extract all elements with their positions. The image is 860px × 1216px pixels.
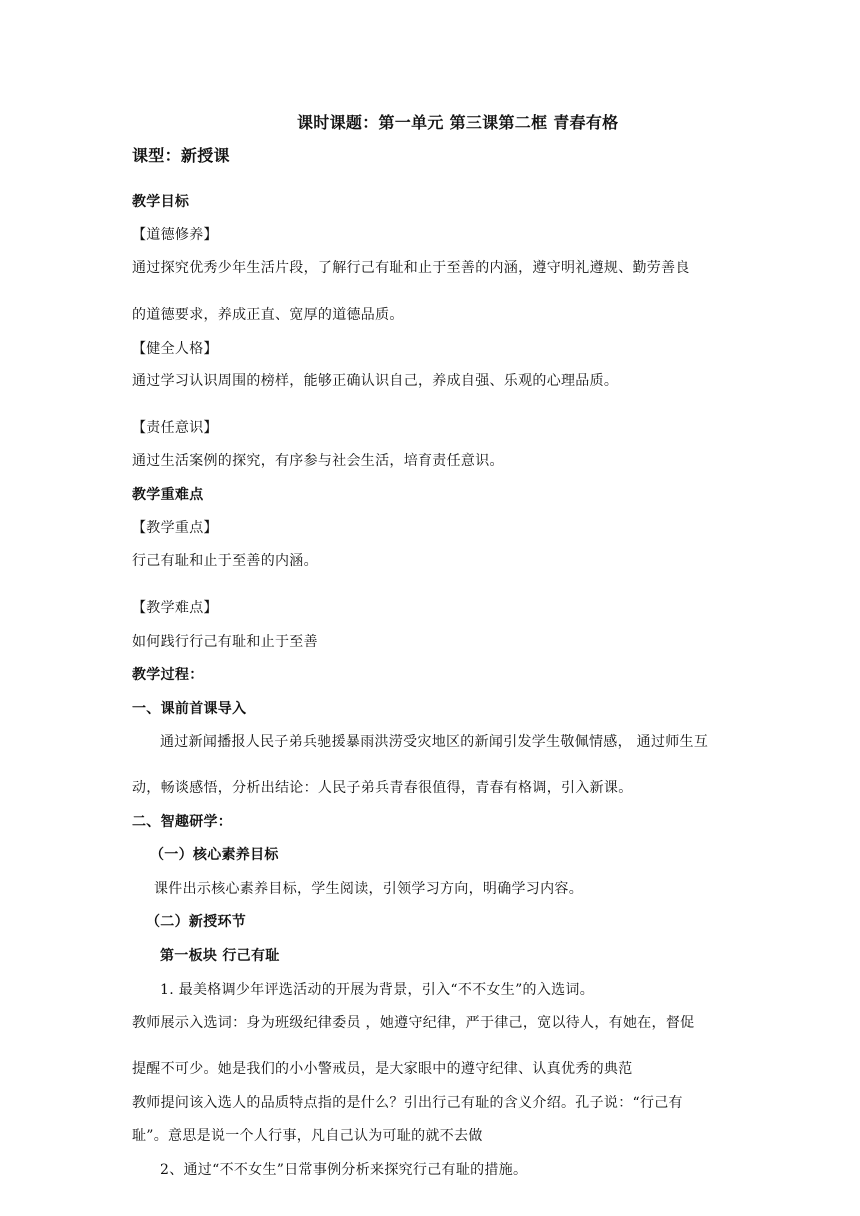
difficult-point-text: 如何践行行己有耻和止于至善 bbox=[132, 634, 318, 650]
item1-detail-line-4: 耻”。意思是说一个人行事，凡自己认为可耻的就不去做 bbox=[132, 1128, 483, 1144]
subsection2-heading: （二）新授环节 bbox=[146, 914, 247, 930]
process-heading: 教学过程： bbox=[132, 667, 204, 683]
personality-text: 通过学习认识周围的榜样，能够正确认识自己，养成自强、乐观的心理品质。 bbox=[132, 373, 619, 389]
lesson-title: 课时课题：第一单元 第三课第二框 青春有格 bbox=[297, 113, 619, 132]
key-difficult-heading: 教学重难点 bbox=[132, 487, 204, 503]
moral-label: 【道德修养】 bbox=[132, 227, 218, 243]
key-point-label: 【教学重点】 bbox=[132, 520, 218, 536]
item1-text: 1. 最美格调少年评选活动的开展为背景，引入“不不女生”的入选词。 bbox=[160, 982, 595, 998]
responsibility-text: 通过生活案例的探究，有序参与社会生活，培育责任意识。 bbox=[132, 453, 504, 469]
objectives-heading: 教学目标 bbox=[132, 194, 190, 210]
section2-heading: 二、智趣研学： bbox=[132, 814, 233, 830]
responsibility-label: 【责任意识】 bbox=[132, 420, 218, 436]
difficult-point-label: 【教学难点】 bbox=[132, 600, 218, 616]
subsection1-heading: （一）核心素养目标 bbox=[150, 847, 279, 863]
lesson-type: 课型：新授课 bbox=[132, 146, 230, 165]
personality-label: 【健全人格】 bbox=[132, 341, 218, 357]
section1-text-line-2: 动，畅谈感悟，分析出结论：人民子弟兵青春很值得，青春有格调，引入新课。 bbox=[132, 780, 633, 796]
moral-text-line-2: 的道德要求，养成正直、宽厚的道德品质。 bbox=[132, 307, 404, 323]
section1-text-line-1: 通过新闻播报人民子弟兵驰援暴雨洪涝受灾地区的新闻引发学生敬佩情感， 通过师生互 bbox=[160, 734, 709, 750]
item2-text: 2、通过“不不女生”日常事例分析来探究行己有耻的措施。 bbox=[160, 1162, 528, 1178]
subsection1-text: 课件出示核心素养目标，学生阅读，引领学习方向，明确学习内容。 bbox=[154, 881, 583, 897]
moral-text-line-1: 通过探究优秀少年生活片段，了解行己有耻和止于至善的内涵，遵守明礼遵规、勤劳善良 bbox=[132, 260, 690, 276]
block1-heading: 第一板块 行己有耻 bbox=[160, 948, 280, 964]
item1-detail-line-3: 教师提问该入选人的品质特点指的是什么？引出行己有耻的含义介绍。孔子说：“行己有 bbox=[132, 1095, 683, 1111]
item1-detail-line-2: 提醒不可少。她是我们的小小警戒员，是大家眼中的遵守纪律、认真优秀的典范 bbox=[132, 1061, 633, 1077]
key-point-text: 行己有耻和止于至善的内涵。 bbox=[132, 553, 318, 569]
section1-heading: 一、课前首课导入 bbox=[132, 701, 247, 717]
item1-detail-line-1: 教师展示入选词：身为班级纪律委员 ，她遵守纪律，严于律己，宽以待人，有她在，督促 bbox=[132, 1015, 695, 1031]
